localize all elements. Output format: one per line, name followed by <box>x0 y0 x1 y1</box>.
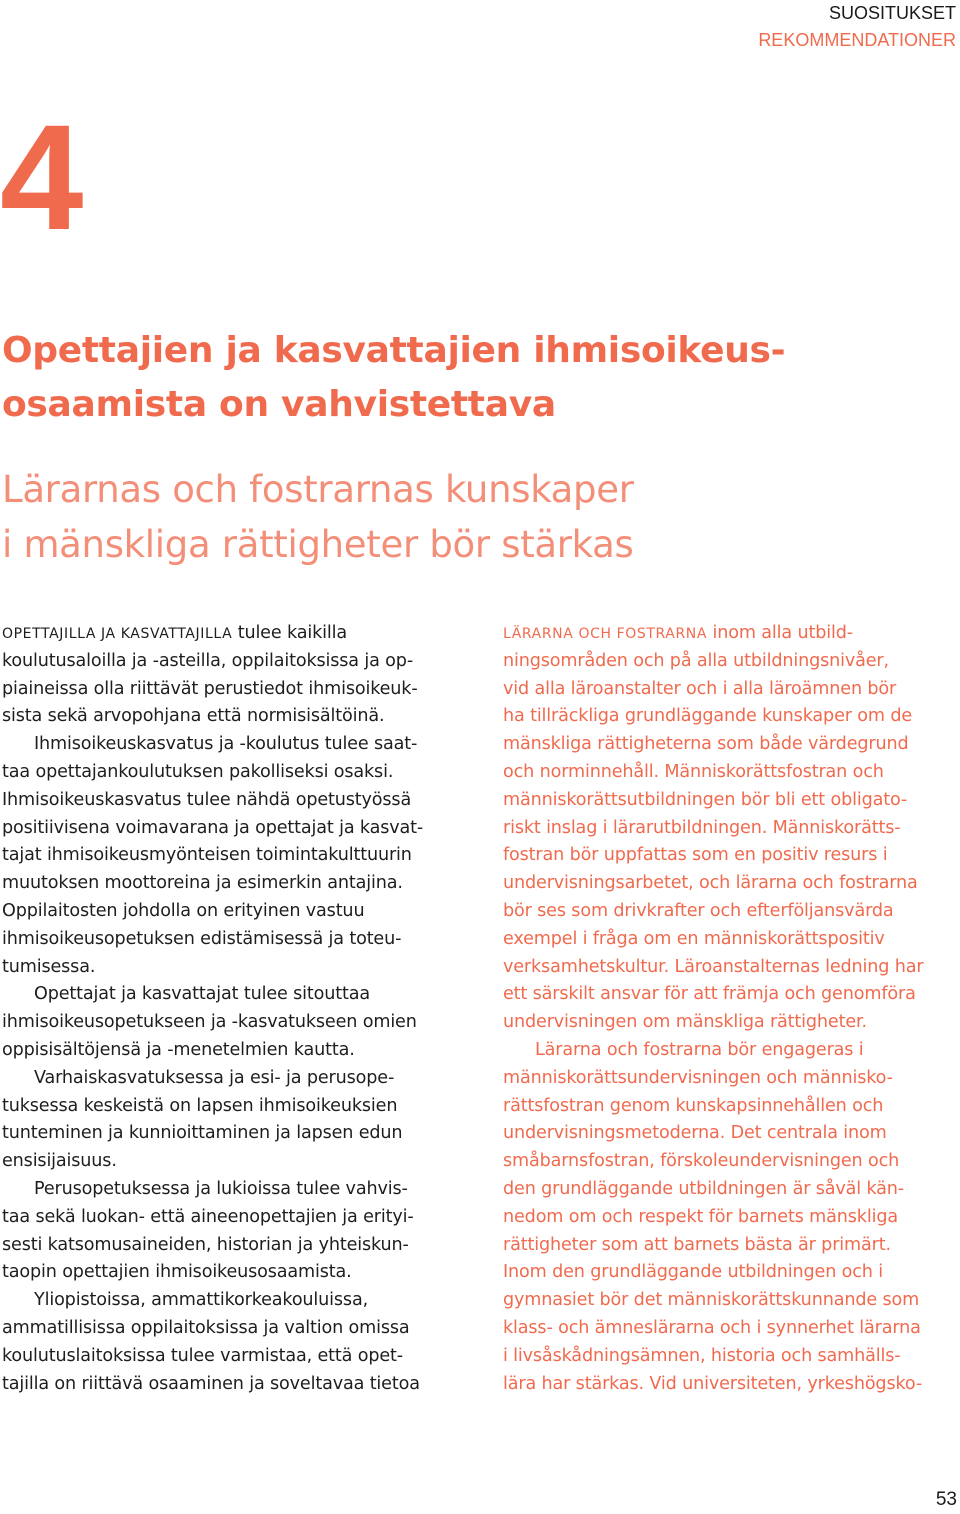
body-line: småbarnsfostran, förskoleundervisningen och <box>503 1151 900 1172</box>
body-line: verksamhetskultur. Läroanstalternas ledning har <box>503 956 924 977</box>
title-finnish-line-1: Opettajien ja kasvattajien ihmisoikeus- <box>2 330 786 371</box>
body-line: bör ses som drivkrafter och efterföljansvärda <box>503 900 894 921</box>
body-line: klass- och ämneslärarna och i synnerhet lärarna <box>503 1317 921 1338</box>
body-line: sista sekä arvopohjana että normisisältöinä. <box>2 706 385 727</box>
body-line: lära har stärkas. Vid universiteten, yrkeshögsko- <box>503 1373 923 1394</box>
body-line: Inom den grundläggande utbildningen och i <box>503 1262 883 1283</box>
body-column-finnish <box>2 620 472 1398</box>
body-line: ningsområden och på alla utbildningsnivåer, <box>503 650 889 671</box>
body-line: tajilla on riittävä osaaminen ja soveltavaa tietoa <box>2 1373 420 1394</box>
body-line: ett särskilt ansvar för att främja och genomföra <box>503 984 916 1005</box>
body-line: den grundläggande utbildningen är såväl kän- <box>503 1178 905 1199</box>
body-line: koulutusaloilla ja -asteilla, oppilaitoksissa ja op- <box>2 650 414 671</box>
lead-line-text: tulee kaikilla <box>232 623 347 643</box>
body-line: positiivisena voimavarana ja opettajat ja kasvat- <box>2 817 424 838</box>
body-line: människorättsutbildningen bör bli ett obligato- <box>503 789 908 810</box>
body-line <box>503 620 960 648</box>
body-line: Opettajat ja kasvattajat tulee sitouttaa <box>34 984 371 1005</box>
body-line: exempel i fråga om en människorättspositiv <box>503 928 885 949</box>
body-line: undervisningsarbetet, och lärarna och fostrarna <box>503 873 918 894</box>
body-line: nedom om och respekt för barnets mänskliga <box>503 1206 898 1227</box>
body-line: Perusopetuksessa ja lukioissa tulee vahvis- <box>34 1178 408 1199</box>
body-line: mänskliga rättigheterna som både värdegrund <box>503 734 909 755</box>
body-line: ensisijaisuus. <box>2 1151 117 1172</box>
body-line: taopin opettajien ihmisoikeusosaamista. <box>2 1262 352 1283</box>
title-swedish <box>2 462 922 572</box>
body-line: piaineissa olla riittävät perustiedot ihmisoikeuk- <box>2 678 418 699</box>
title-swedish-line-2: i mänskliga rättigheter bör stärkas <box>2 523 634 566</box>
body-line <box>2 620 472 648</box>
page-number: 53 <box>935 1489 957 1510</box>
lead-smallcaps: LÄRARNA OCH FOSTRARNA <box>503 626 708 642</box>
body-line: undervisningen om mänskliga rättigheter. <box>503 1012 867 1033</box>
body-line: i livsåskådningsämnen, historia och samhälls- <box>503 1345 901 1366</box>
body-line: människorättsundervisningen och människo- <box>503 1067 893 1088</box>
body-line: Oppilaitosten johdolla on erityinen vastuu <box>2 900 365 921</box>
chapter-number: 4 <box>0 93 80 261</box>
body-line: riskt inslag i lärarutbildningen. Människorätts- <box>503 817 901 838</box>
body-line: och norminnehåll. Människorättsfostran och <box>503 761 884 782</box>
body-line: Ihmisoikeuskasvatus ja -koulutus tulee saat- <box>34 734 418 755</box>
lead-smallcaps: OPETTAJILLA JA KASVATTAJILLA <box>2 626 233 642</box>
body-column-swedish <box>503 620 960 1398</box>
running-head-swedish: REKOMMENDATIONER <box>758 30 956 50</box>
body-line: Yliopistoissa, ammattikorkeakouluissa, <box>34 1290 369 1311</box>
body-line: rättigheter som att barnets bästa är primärt. <box>503 1234 891 1255</box>
body-line: sesti katsomusaineiden, historian ja yhteiskun- <box>2 1234 409 1255</box>
title-finnish-line-2: osaamista on vahvistettava <box>2 384 556 425</box>
body-line: ihmisoikeusopetuksen edistämisessä ja toteu- <box>2 928 402 949</box>
body-line: vid alla läroanstalter och i alla läroämnen bör <box>503 678 897 699</box>
lead-line-text: inom alla utbild- <box>707 623 853 643</box>
body-line: undervisningsmetoderna. Det centrala inom <box>503 1123 887 1144</box>
body-line: tuksessa keskeistä on lapsen ihmisoikeuksien <box>2 1095 398 1116</box>
running-head-finnish: SUOSITUKSET <box>828 3 956 23</box>
body-line: tumisessa. <box>2 956 96 977</box>
body-line: oppisisältöjensä ja -menetelmien kautta. <box>2 1039 355 1060</box>
body-line: taa opettajankoulutuksen pakolliseksi osaksi. <box>2 761 394 782</box>
body-line: ha tillräckliga grundläggande kunskaper om de <box>503 706 913 727</box>
body-line: Varhaiskasvatuksessa ja esi- ja perusope- <box>34 1067 395 1088</box>
body-line: tunteminen ja kunnioittaminen ja lapsen edun <box>2 1123 403 1144</box>
body-line: fostran bör uppfattas som en positiv resurs i <box>503 845 888 866</box>
body-line: ammatillisissa oppilaitoksissa ja valtion omissa <box>2 1317 410 1338</box>
body-line: ihmisoikeusopetukseen ja -kasvatukseen omien <box>2 1012 417 1033</box>
body-line: taa sekä luokan- että aineenopettajien ja erityi- <box>2 1206 414 1227</box>
body-line: rättsfostran genom kunskapsinnehållen och <box>503 1095 884 1116</box>
running-head <box>758 0 956 54</box>
body-line: Ihmisoikeuskasvatus tulee nähdä opetustyössä <box>2 789 412 810</box>
title-swedish-line-1: Lärarnas och fostrarnas kunskaper <box>2 468 634 511</box>
body-line: koulutuslaitoksissa tulee varmistaa, että opet- <box>2 1345 403 1366</box>
body-line: tajat ihmisoikeusmyönteisen toimintakulttuurin <box>2 845 412 866</box>
body-line: muutoksen moottoreina ja esimerkin antajina. <box>2 873 403 894</box>
title-finnish <box>2 324 922 432</box>
body-line: gymnasiet bör det människorättskunnande som <box>503 1290 920 1311</box>
body-line: Lärarna och fostrarna bör engageras i <box>535 1039 864 1060</box>
